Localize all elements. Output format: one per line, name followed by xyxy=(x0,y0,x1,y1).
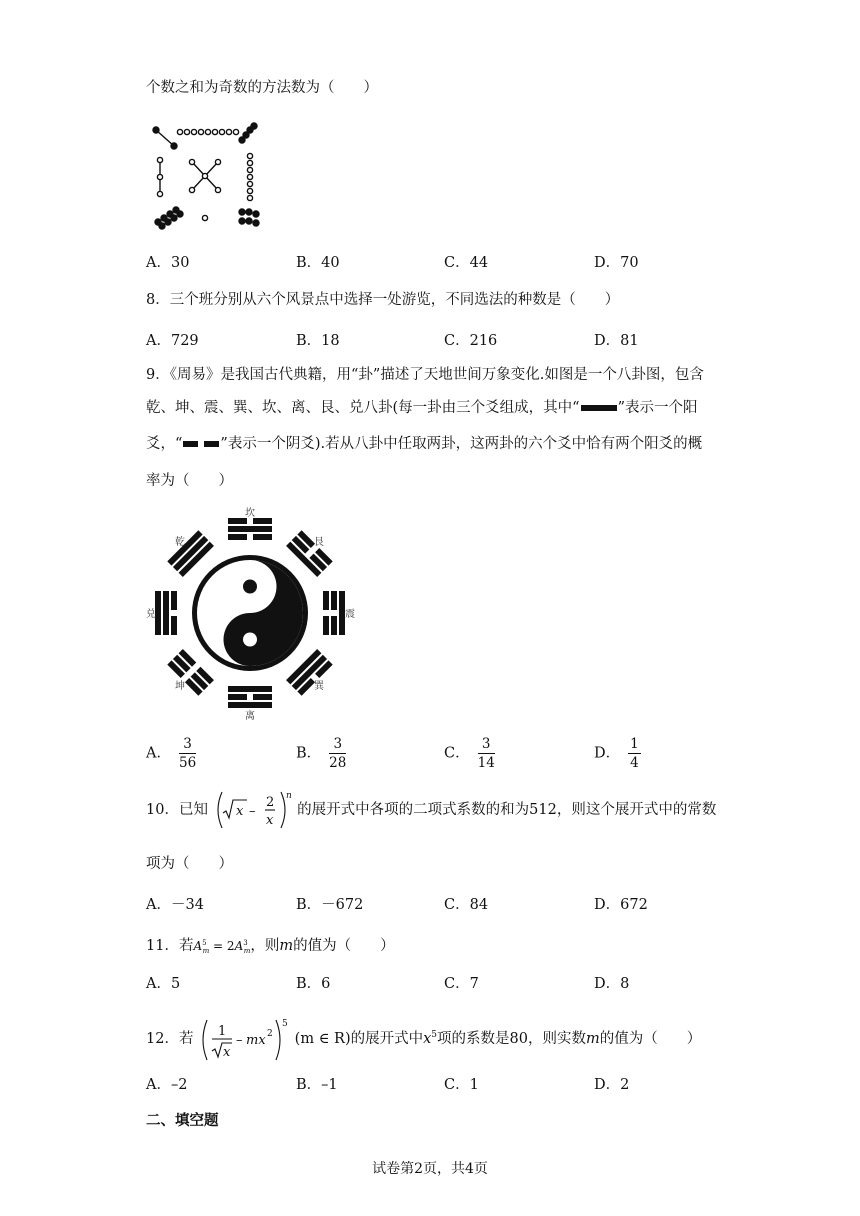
svg-text:–: – xyxy=(248,804,256,819)
q10-option-c: C．84 xyxy=(444,897,489,913)
q12-option-a: A．–2 xyxy=(146,1077,188,1093)
svg-text:n: n xyxy=(285,791,292,801)
luoshu-diagram xyxy=(146,118,270,230)
q7-option-a: A．30 xyxy=(146,255,190,271)
q9-option-a: A． $\frac{3}{56}$ xyxy=(146,736,197,771)
q9-option-d: D． $\frac{1}{4}$ xyxy=(594,736,639,771)
q10-option-b: B．－672 xyxy=(296,897,364,913)
svg-text:2: 2 xyxy=(267,1028,273,1039)
trigram-label-dui: 兑 xyxy=(146,609,156,620)
yin-yao-symbol xyxy=(183,441,219,447)
svg-text:1: 1 xyxy=(218,1023,227,1039)
trigram-label-zhen: 震 xyxy=(345,609,355,620)
q10-expression xyxy=(213,788,293,832)
svg-text:x: x xyxy=(265,813,273,828)
q8-option-b: B．18 xyxy=(296,333,340,349)
q12-option-b: B．–1 xyxy=(296,1077,338,1093)
page-footer: 试卷第2页，共4页 xyxy=(372,1161,488,1177)
svg-text:–: – xyxy=(236,1032,243,1048)
q12-stem: 12．若 1 x – mx 2 5 (m ∈ R)的展开式中$x^5$项的系数是80，则实数m的值为（ ） xyxy=(146,1012,701,1058)
q10-line-2: 项为（ ） xyxy=(146,856,233,872)
svg-text:x: x xyxy=(223,1044,231,1060)
q9-line-4: 率为（ ） xyxy=(146,473,233,489)
q7-option-c: C．44 xyxy=(444,255,489,271)
trigram-label-qian: 乾 xyxy=(175,537,185,548)
trigram-label-kun: 坤 xyxy=(175,681,185,692)
q11-stem: 11．若$A^5_m = 2A^3_m$，则m的值为（ ） xyxy=(146,938,395,956)
svg-text:x: x xyxy=(235,804,243,819)
trigram-label-gen: 艮 xyxy=(314,537,324,548)
trigram-label-xun: 巽 xyxy=(314,681,324,692)
q11-option-a: A．5 xyxy=(146,976,181,992)
q9-option-c: C． $\frac{3}{14}$ xyxy=(444,736,495,771)
q12-expression xyxy=(198,1016,290,1062)
q7-stem-tail: 个数之和为奇数的方法数为（ ） xyxy=(146,80,378,96)
q11-option-c: C．7 xyxy=(444,976,479,992)
q8-option-a: A．729 xyxy=(146,333,199,349)
q9-line-1: 9．《周易》是我国古代典籍，用“卦”描述了天地世间万象变化.如图是一个八卦图，包含 xyxy=(146,367,704,383)
q11-option-b: B．6 xyxy=(296,976,331,992)
q9-line-3: 爻，“ ”表示一个阴爻).若从八卦中任取两卦，这两卦的六个爻中恰有两个阳爻的概 xyxy=(146,436,703,452)
q7-option-d: D．70 xyxy=(594,255,639,271)
svg-text:mx: mx xyxy=(246,1032,266,1048)
q8-option-d: D．81 xyxy=(594,333,639,349)
q12-option-d: D．2 xyxy=(594,1077,630,1093)
q12-option-c: C．1 xyxy=(444,1077,479,1093)
bagua-diagram xyxy=(142,505,364,727)
q11-formula: $A^5_m = 2A^3_m$ xyxy=(193,939,251,956)
trigram-label-li: 离 xyxy=(245,711,255,722)
svg-text:2: 2 xyxy=(265,795,274,810)
q9-option-b: B． $\frac{3}{28}$ xyxy=(296,736,347,771)
q7-option-b: B．40 xyxy=(296,255,340,271)
trigram-label-kan: 坎 xyxy=(245,508,255,519)
q8-stem: 8．三个班分别从六个风景点中选择一处游览，不同选法的种数是（ ） xyxy=(146,292,620,308)
svg-text:5: 5 xyxy=(282,1018,288,1029)
q10-option-d: D．672 xyxy=(594,897,648,913)
q8-option-c: C．216 xyxy=(444,333,498,349)
q9-line-2: 乾、坤、震、巽、坎、离、艮、兑八卦(每一卦由三个爻组成，其中“ ”表示一个阳 xyxy=(146,400,698,416)
section-heading: 二、填空题 xyxy=(146,1112,219,1129)
q10-line-1: 10．已知 x – 2 x n 的展开式中各项的二项式系数的和为512，则这个展开式中的常数 xyxy=(146,788,716,832)
q11-option-d: D．8 xyxy=(594,976,630,992)
yang-yao-symbol xyxy=(581,405,617,411)
q10-option-a: A．－34 xyxy=(146,897,204,913)
